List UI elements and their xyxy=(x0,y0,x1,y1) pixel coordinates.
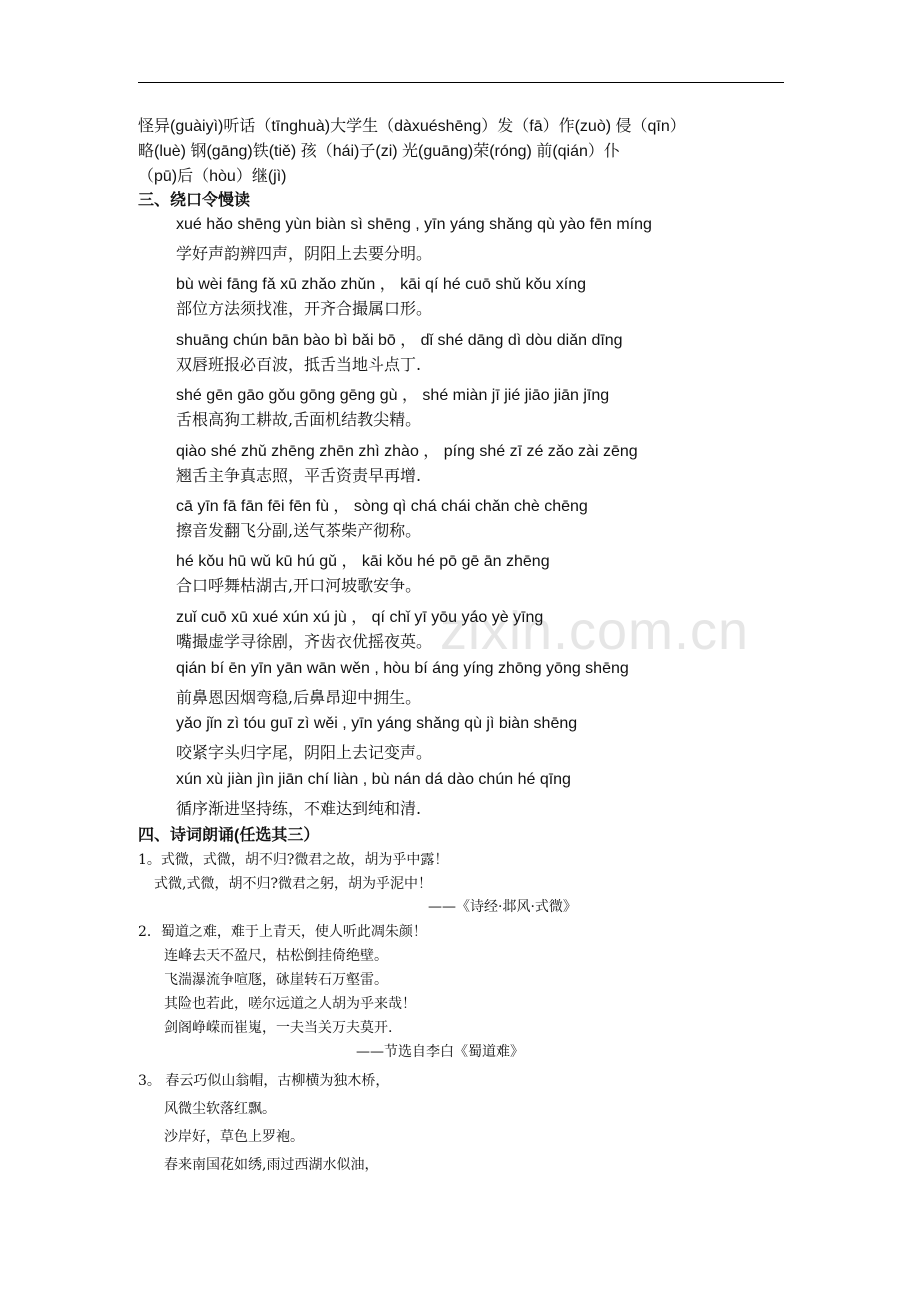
poem-source: ——《诗经·邶风·式微》 xyxy=(428,899,577,915)
pinyin-line: hé kǒu hū wǔ kū hú gǔ ， kāi kǒu hé pō gē ān zhēng xyxy=(176,553,550,570)
section-heading-4: 四、诗词朗诵(任选其三） xyxy=(138,827,320,844)
poem-line: 春来南国花如绣,雨过西湖水似油， xyxy=(164,1157,379,1173)
pinyin-line: yǎo jǐn zì tóu guī zì wěi , yīn yáng shǎng qù jì biàn shēng xyxy=(176,715,578,732)
pinyin-line: qiào shé zhǔ zhēng zhēn zhì zhào ， píng shé zī zé zǎo zài zēng xyxy=(176,443,638,460)
hanzi-line: 嘴撮虚学寻徐剧，齐齿衣优摇夜英。 xyxy=(176,632,433,651)
poem-line: 沙岸好，草色上罗袍。 xyxy=(164,1129,304,1145)
hanzi-line: 擦音发翻飞分副,送气茶柴产彻称。 xyxy=(176,521,422,540)
poem-line: 其险也若此，嗟尔远道之人胡为乎来哉！ xyxy=(164,996,416,1012)
poem-line: 风微尘软落红飘。 xyxy=(164,1101,276,1117)
poem-line: 3。 春云巧似山翁帽，古柳横为独木桥， xyxy=(138,1073,390,1089)
hanzi-line: 合口呼舞枯湖古,开口河坡歌安争。 xyxy=(176,576,422,595)
section-heading-3: 三、绕口令慢读 xyxy=(138,192,251,209)
hanzi-line: 循序渐进坚持练，不难达到纯和清. xyxy=(176,799,422,818)
poem-source: ——节选自李白《蜀道难》 xyxy=(356,1044,524,1060)
pinyin-line: qián bí ēn yīn yān wān wěn , hòu bí áng yíng zhōng yōng shēng xyxy=(176,660,629,677)
hanzi-line: 咬紧字头归字尾，阴阳上去记变声。 xyxy=(176,743,433,762)
header-rule xyxy=(138,82,784,83)
hanzi-line: 双唇班报必百波，抵舌当地斗点丁. xyxy=(176,355,422,374)
pinyin-line: zuǐ cuō xū xué xún xú jù ， qí chǐ yī yōu yáo yè yīng xyxy=(176,609,544,626)
pinyin-line: xué hǎo shēng yùn biàn sì shēng , yīn yáng shǎng qù yào fēn míng xyxy=(176,216,652,233)
intro-line: 略(luè) 钢(gāng)铁(tiě) 孩（hái)子(zi) 光(guāng)荣(róng) 前(qián）仆 xyxy=(138,143,620,160)
pinyin-line: bù wèi fāng fǎ xū zhǎo zhǔn ， kāi qí hé cuō shǔ kǒu xíng xyxy=(176,276,587,293)
pinyin-line: shé gēn gāo gǒu gōng gēng gù ， shé miàn jī jié jiāo jiān jīng xyxy=(176,387,610,404)
poem-line: 剑阁峥嵘而崔嵬，一夫当关万夫莫开. xyxy=(164,1020,393,1036)
intro-line: 怪异(guàiyì)听话（tīnghuà)大学生（dàxuéshēng）发（fā）作(zuò) 侵（qīn） xyxy=(138,118,686,135)
poem-line: 1。式微，式微，胡不归?微君之故，胡为乎中露！ xyxy=(138,852,449,868)
poem-line: 连峰去天不盈尺，枯松倒挂倚绝壁。 xyxy=(164,948,388,964)
hanzi-line: 部位方法须找准，开齐合撮属口形。 xyxy=(176,299,433,318)
poem-line: 飞湍瀑流争喧豗，砯崖转石万壑雷。 xyxy=(164,972,388,988)
hanzi-line: 舌根高狗工耕故,舌面机结教尖精。 xyxy=(176,410,422,429)
pinyin-line: xún xù jiàn jìn jiān chí liàn , bù nán dá dào chún hé qīng xyxy=(176,771,571,788)
pinyin-line: shuāng chún bān bào bì bǎi bō ， dǐ shé dāng dì dòu diǎn dīng xyxy=(176,332,623,349)
poem-line: 式微,式微，胡不归?微君之躬，胡为乎泥中！ xyxy=(154,876,432,892)
intro-line: （pū)后（hòu）继(jì) xyxy=(138,168,287,185)
poem-line: 2．蜀道之难，难于上青天，使人听此凋朱颜！ xyxy=(138,924,427,940)
hanzi-line: 翘舌主争真志照，平舌资责早再增. xyxy=(176,466,422,485)
hanzi-line: 前鼻恩因烟弯稳,后鼻昂迎中拥生。 xyxy=(176,688,422,707)
pinyin-line: cā yīn fā fān fēi fēn fù ， sòng qì chá chái chǎn chè chēng xyxy=(176,498,588,515)
watermark: zixin.com.cn xyxy=(440,601,750,661)
hanzi-line: 学好声韵辨四声，阴阳上去要分明。 xyxy=(176,244,433,263)
